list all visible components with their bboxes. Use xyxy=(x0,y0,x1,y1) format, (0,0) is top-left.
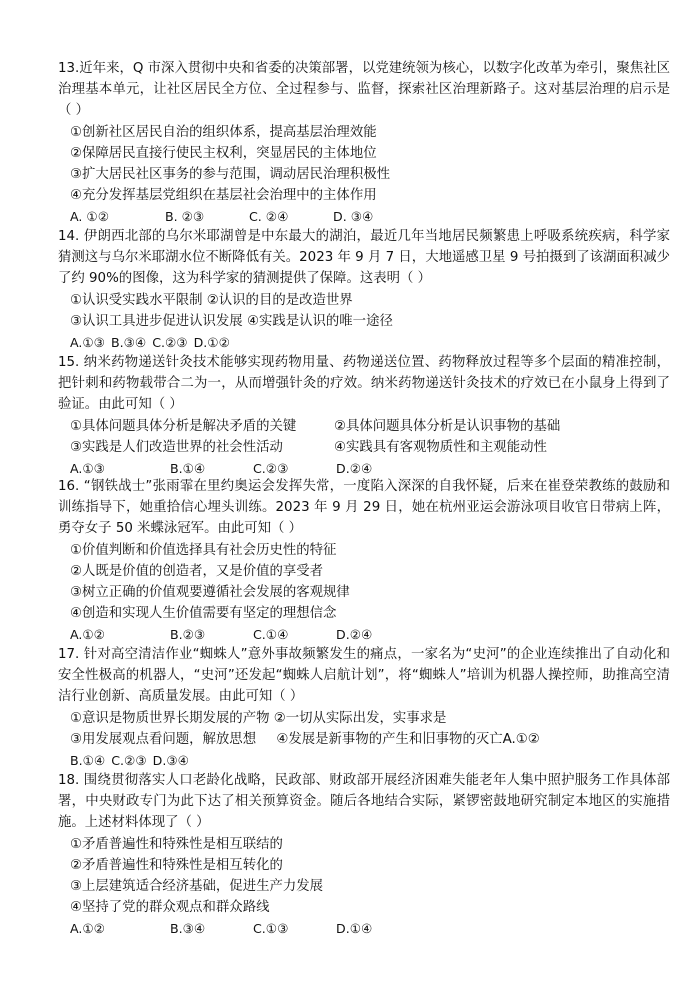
option-row xyxy=(58,416,670,437)
option: ②人既是价值的创造者，又是价值的享受者 xyxy=(70,563,324,579)
option: ④实践具有客观物质性和主观能动性 xyxy=(334,439,547,455)
question-16 xyxy=(58,476,670,646)
option: ③认识工具进步促进认识发展 ④实践是认识的唯一途径 xyxy=(70,313,393,329)
option-row xyxy=(58,437,670,458)
answer-row xyxy=(58,206,670,227)
answer-choice: B.①④ xyxy=(170,461,206,477)
option: ③扩大居民社区事务的参与范围，调动居民治理积极性 xyxy=(70,167,390,183)
answer-choice: D.②④ xyxy=(336,461,373,477)
answer-choice: C.①④ xyxy=(253,627,289,643)
answer-choice: C. ②④ xyxy=(249,209,289,225)
answer-choice: A.①② xyxy=(70,921,105,937)
option: ③用发展观点看问题，解放思想 xyxy=(70,731,257,747)
option: ①创新社区居民自治的组织体系，提高基层治理效能 xyxy=(70,124,377,140)
option: ①价值判断和价值选择具有社会历史性的特征 xyxy=(70,542,337,558)
answer-choice: D.①④ xyxy=(336,921,373,937)
option: ④坚持了党的群众观点和群众路线 xyxy=(70,900,270,916)
question-17 xyxy=(58,644,670,771)
option: ④充分发挥基层党组织在基层社会治理中的主体作用 xyxy=(70,188,377,204)
option: ②矛盾普遍性和特殊性是相互转化的 xyxy=(70,857,283,873)
question-14 xyxy=(58,226,670,353)
question-stem: 14. 伊朗西北部的乌尔米耶湖曾是中东最大的湖泊，最近几年当地居民频繁患上呼吸系统疾病，科学家猜测这与乌尔米耶湖水位不断降低有关。2023 年 9 月 7 日，大地遥感卫星 9 号拍摄到了该湖面积减少了约 90%的图像，这为科学家的猜测提供了保障。这表明（ ） xyxy=(58,229,670,287)
option: ①意识是物质世界长期发展的产物 ②一切从实际出发，实事求是 xyxy=(70,710,447,726)
answer-choice: D.③④ xyxy=(152,753,189,769)
answer-choice: C.②③ xyxy=(152,335,188,351)
question-stem: 13.近年来，Q 市深入贯彻中央和省委的决策部署，以党建统领为核心，以数字化改革为牵引，聚焦社区治理基本单元，让社区居民全方位、全过程参与、监督，探索社区治理新路子。这对基层治理的启示是 （ ） xyxy=(58,61,670,119)
answer-choice: A. ①② xyxy=(70,209,109,225)
question-stem: 16. “钢铁战士”张雨霏在里约奥运会发挥失常，一度陷入深深的自我怀疑，后来在崔登荣教练的鼓励和训练指导下，她重拾信心埋头训练。2023 年 9 月 29 日，她在杭州亚运会游泳项目收官日带病上阵，勇夺女子 50 米蝶泳冠军。由此可知（ ） xyxy=(58,479,670,537)
question-18 xyxy=(58,770,670,940)
answer-choice: C.①③ xyxy=(253,921,289,937)
option: ①认识受实践水平限制 ②认识的目的是改造世界 xyxy=(70,292,353,308)
option-row xyxy=(58,729,670,750)
answer-row xyxy=(58,624,670,645)
answer-choice: B.①④ xyxy=(70,753,106,769)
option: ③树立正确的价值观要遵循社会发展的客观规律 xyxy=(70,585,350,601)
option: ③实践是人们改造世界的社会性活动 xyxy=(70,439,283,455)
answer-choice: C.②③ xyxy=(253,461,289,477)
answer-choice: B. ②③ xyxy=(165,209,205,225)
answer-row xyxy=(58,750,670,771)
question-stem: 18. 围绕贯彻落实人口老龄化战略，民政部、财政部开展经济困难失能老年人集中照护服务工作具体部署，中央财政专门为此下达了相关预算资金。随后各地结合实际，紧锣密鼓地研究制定本地区的实施措施。上述材料体现了（ ） xyxy=(58,773,670,831)
answer-choice: A.①③ xyxy=(70,461,105,477)
question-stem: 17. 针对高空清洁作业“蜘蛛人”意外事故频繁发生的痛点，一家名为“史河”的企业连续推出了自动化和安全性极高的机器人，“史河”还发起“蜘蛛人启航计划”，将“蜘蛛人”培训为机器人操控师，助推高空清洁行业创新、高质量发展。由此可知（ ） xyxy=(58,647,670,705)
answer-choice: D.②④ xyxy=(336,627,373,643)
answer-choice: B.②③ xyxy=(170,627,206,643)
answer-choice: B.③④ xyxy=(110,335,147,351)
answer-choice: C.②③ xyxy=(111,753,147,769)
option: ③上层建筑适合经济基础，促进生产力发展 xyxy=(70,879,324,895)
answer-choice: B.③④ xyxy=(170,921,206,937)
answer-choice: D.①② xyxy=(193,335,230,351)
answer-row xyxy=(58,918,670,939)
option: ④发展是新事物的产生和旧事物的灭亡A.①② xyxy=(276,731,540,747)
option: ④创造和实现人生价值需要有坚定的理想信念 xyxy=(70,606,337,622)
answer-choice: A.①② xyxy=(70,627,105,643)
answer-choice: A.①③ xyxy=(70,335,105,351)
question-13 xyxy=(58,58,670,228)
question-stem: 15. 纳米药物递送针灸技术能够实现药物用量、药物递送位置、药物释放过程等多个层面的精准控制，把针刺和药物载带合二为一，从而增强针灸的疗效。纳米药物递送针灸技术的疗效已在小鼠身上得到了验证。由此可知（ ） xyxy=(58,355,670,413)
option: ②保障居民直接行使民主权利，突显居民的主体地位 xyxy=(70,145,377,161)
option: ②具体问题具体分析是认识事物的基础 xyxy=(334,418,561,434)
question-15 xyxy=(58,352,670,479)
answer-row xyxy=(58,332,670,353)
option: ①矛盾普遍性和特殊性是相互联结的 xyxy=(70,836,283,852)
answer-choice: D. ③④ xyxy=(333,209,374,225)
option: ①具体问题具体分析是解决矛盾的关键 xyxy=(70,418,297,434)
